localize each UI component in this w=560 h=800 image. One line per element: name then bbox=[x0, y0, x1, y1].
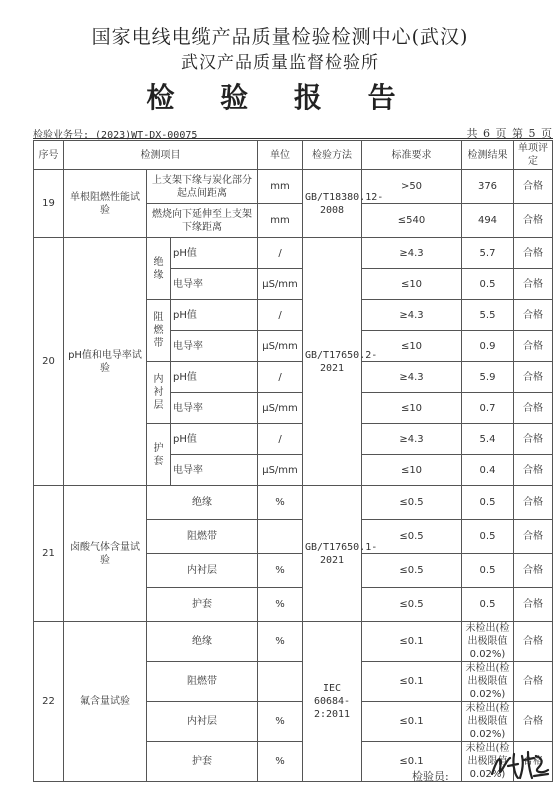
signature bbox=[488, 748, 552, 782]
org-name-secondary: 武汉产品质量监督检验所 bbox=[181, 53, 379, 73]
col-header-no: 序号 bbox=[34, 141, 64, 170]
evaluation: 合格 bbox=[514, 204, 553, 238]
result: 未检出(检出极限值0.02%) bbox=[462, 742, 514, 782]
row-no: 19 bbox=[34, 170, 64, 238]
group-name: 阻燃带 bbox=[147, 300, 171, 362]
inspection-table bbox=[33, 140, 553, 782]
requirement: ≤0.1 bbox=[362, 742, 462, 782]
sub-item: 护套 bbox=[147, 588, 258, 622]
result: 0.5 bbox=[462, 269, 514, 300]
table-row bbox=[34, 238, 553, 269]
method: GB/T17650.2-2021 bbox=[303, 238, 362, 486]
requirement: ≥4.3 bbox=[362, 300, 462, 331]
evaluation: 合格 bbox=[514, 520, 553, 554]
sub-item: 绝缘 bbox=[147, 622, 258, 662]
requirement: ≤10 bbox=[362, 269, 462, 300]
sub-item: 内衬层 bbox=[147, 702, 258, 742]
result: 0.9 bbox=[462, 331, 514, 362]
evaluation: 合格 bbox=[514, 486, 553, 520]
sub-item: 护套 bbox=[147, 742, 258, 782]
table-row bbox=[34, 622, 553, 662]
row-no: 20 bbox=[34, 238, 64, 486]
col-header-unit: 单位 bbox=[258, 141, 303, 170]
evaluation: 合格 bbox=[514, 455, 553, 486]
table-header-row bbox=[34, 141, 553, 170]
requirement: ≤0.5 bbox=[362, 486, 462, 520]
evaluation: 合格 bbox=[514, 622, 553, 662]
sub-item: 阻燃带 bbox=[147, 520, 258, 554]
unit: μS/mm bbox=[258, 455, 303, 486]
requirement: ≥4.3 bbox=[362, 424, 462, 455]
evaluation: 合格 bbox=[514, 662, 553, 702]
sub-item: 电导率 bbox=[171, 455, 258, 486]
col-header-requirement: 标准要求 bbox=[362, 141, 462, 170]
unit bbox=[258, 520, 303, 554]
unit: % bbox=[258, 554, 303, 588]
unit: % bbox=[258, 622, 303, 662]
page-info: 共 6 页 第 5 页 bbox=[466, 127, 552, 140]
result: 未检出(检出极限值0.02%) bbox=[462, 662, 514, 702]
evaluation: 合格 bbox=[514, 702, 553, 742]
row-item: 单根阻燃性能试验 bbox=[64, 170, 147, 238]
sub-item: 燃烧向下延伸至上支架下缘距离 bbox=[147, 204, 258, 238]
method: GB/T17650.1-2021 bbox=[303, 486, 362, 622]
table-row bbox=[34, 170, 553, 204]
row-item: pH值和电导率试验 bbox=[64, 238, 147, 486]
unit bbox=[258, 662, 303, 702]
row-no: 21 bbox=[34, 486, 64, 622]
result: 未检出(检出极限值0.02%) bbox=[462, 622, 514, 662]
sub-item: pH值 bbox=[171, 300, 258, 331]
unit: mm bbox=[258, 204, 303, 238]
unit: μS/mm bbox=[258, 331, 303, 362]
group-name: 内衬层 bbox=[147, 362, 171, 424]
result: 5.7 bbox=[462, 238, 514, 269]
unit: % bbox=[258, 588, 303, 622]
sub-item: 绝缘 bbox=[147, 486, 258, 520]
sub-item: pH值 bbox=[171, 424, 258, 455]
row-item: 氟含量试验 bbox=[64, 622, 147, 782]
evaluation: 合格 bbox=[514, 588, 553, 622]
result: 0.4 bbox=[462, 455, 514, 486]
col-header-item: 检测项目 bbox=[64, 141, 258, 170]
result: 0.5 bbox=[462, 486, 514, 520]
col-header-result: 检测结果 bbox=[462, 141, 514, 170]
unit: / bbox=[258, 362, 303, 393]
sub-item: 电导率 bbox=[171, 269, 258, 300]
result: 5.4 bbox=[462, 424, 514, 455]
sub-item: 电导率 bbox=[171, 393, 258, 424]
requirement: ≤10 bbox=[362, 331, 462, 362]
col-header-method: 检验方法 bbox=[303, 141, 362, 170]
requirement: ≤0.1 bbox=[362, 662, 462, 702]
sub-item: 电导率 bbox=[171, 331, 258, 362]
unit: % bbox=[258, 742, 303, 782]
business-number: 检验业务号: (2023)WT-DX-00075 bbox=[33, 130, 198, 141]
result: 0.5 bbox=[462, 588, 514, 622]
result: 5.5 bbox=[462, 300, 514, 331]
unit: / bbox=[258, 238, 303, 269]
evaluation: 合格 bbox=[514, 393, 553, 424]
requirement: ≥4.3 bbox=[362, 362, 462, 393]
unit: / bbox=[258, 424, 303, 455]
requirement: ≥4.3 bbox=[362, 238, 462, 269]
col-header-evaluation: 单项评定 bbox=[514, 141, 553, 170]
result: 5.9 bbox=[462, 362, 514, 393]
row-no: 22 bbox=[34, 622, 64, 782]
row-item: 卤酸气体含量试验 bbox=[64, 486, 147, 622]
result: 376 bbox=[462, 170, 514, 204]
requirement: ≤10 bbox=[362, 455, 462, 486]
requirement: ≤10 bbox=[362, 393, 462, 424]
requirement: ≤0.5 bbox=[362, 554, 462, 588]
table-row bbox=[34, 486, 553, 520]
unit: μS/mm bbox=[258, 393, 303, 424]
sub-item: pH值 bbox=[171, 362, 258, 393]
evaluation: 合格 bbox=[514, 554, 553, 588]
requirement: ≤0.1 bbox=[362, 702, 462, 742]
evaluation: 合格 bbox=[514, 362, 553, 393]
requirement: ≤0.1 bbox=[362, 622, 462, 662]
requirement: ≤540 bbox=[362, 204, 462, 238]
evaluation: 合格 bbox=[514, 238, 553, 269]
evaluation: 合格 bbox=[514, 170, 553, 204]
result: 未检出(检出极限值0.02%) bbox=[462, 702, 514, 742]
unit: % bbox=[258, 702, 303, 742]
unit: mm bbox=[258, 170, 303, 204]
evaluation: 合格 bbox=[514, 300, 553, 331]
requirement: ≤0.5 bbox=[362, 588, 462, 622]
sub-item: 内衬层 bbox=[147, 554, 258, 588]
requirement: >50 bbox=[362, 170, 462, 204]
method: IEC 60684-2:2011 bbox=[303, 622, 362, 782]
inspector-label: 检验员: bbox=[412, 770, 449, 783]
report-title: 检 验 报 告 bbox=[146, 81, 414, 114]
unit: / bbox=[258, 300, 303, 331]
sub-item: 阻燃带 bbox=[147, 662, 258, 702]
unit: % bbox=[258, 486, 303, 520]
method: GB/T18380.12-2008 bbox=[303, 170, 362, 238]
requirement: ≤0.5 bbox=[362, 520, 462, 554]
result: 0.5 bbox=[462, 520, 514, 554]
evaluation: 合格 bbox=[514, 269, 553, 300]
result: 0.5 bbox=[462, 554, 514, 588]
sub-item: 上支架下缘与炭化部分起点间距离 bbox=[147, 170, 258, 204]
group-name: 护套 bbox=[147, 424, 171, 486]
group-name: 绝缘 bbox=[147, 238, 171, 300]
sub-item: pH值 bbox=[171, 238, 258, 269]
result: 494 bbox=[462, 204, 514, 238]
org-name-primary: 国家电线电缆产品质量检验检测中心(武汉) bbox=[91, 26, 469, 48]
unit: μS/mm bbox=[258, 269, 303, 300]
header-rule bbox=[33, 138, 553, 139]
result: 0.7 bbox=[462, 393, 514, 424]
evaluation: 合格 bbox=[514, 424, 553, 455]
evaluation: 合格 bbox=[514, 331, 553, 362]
evaluation: 合格 bbox=[514, 742, 553, 782]
